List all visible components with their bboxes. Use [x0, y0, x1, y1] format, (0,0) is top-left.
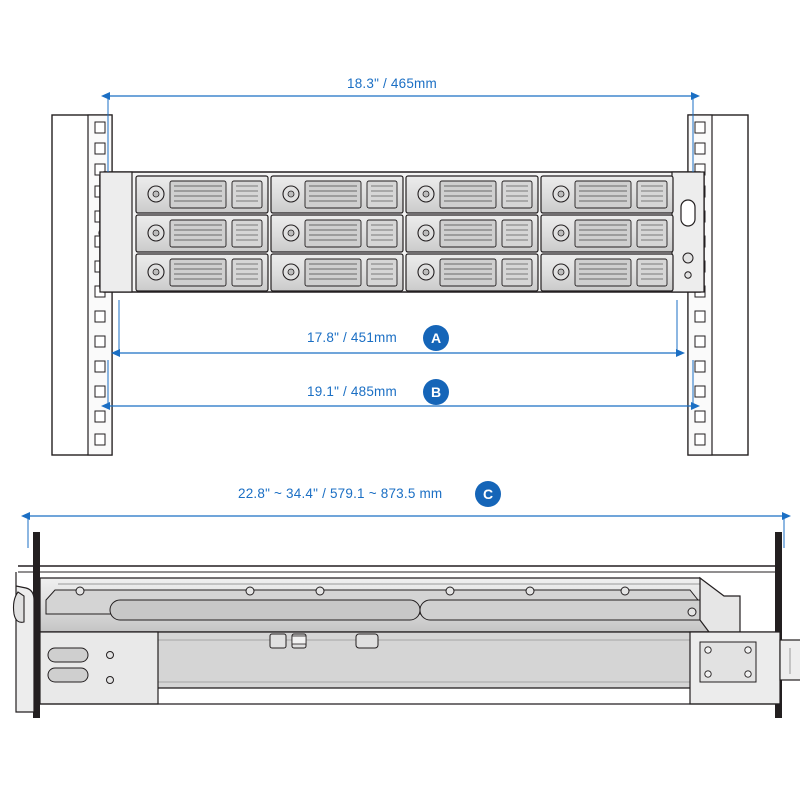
dimension-label-width-top: 18.3" / 465mm: [347, 76, 437, 91]
dimension-badge-c: C: [482, 486, 494, 502]
dimension-badge-b: B: [430, 384, 442, 400]
dimension-b: [108, 360, 693, 409]
side-view: [14, 532, 800, 718]
dimension-label-a: 17.8" / 451mm: [307, 330, 397, 345]
drive-tray: [541, 215, 673, 252]
drive-tray: [406, 176, 538, 213]
dimension-label-b: 19.1" / 485mm: [307, 384, 397, 399]
drive-tray: [271, 254, 403, 291]
dimension-a: [119, 300, 677, 356]
side-left-bracket: [14, 572, 35, 712]
dimension-label-c: 22.8" ~ 34.4" / 579.1 ~ 873.5 mm: [238, 486, 443, 501]
dimension-lines: [28, 96, 784, 548]
drive-tray: [541, 176, 673, 213]
side-rail-inner: [34, 632, 800, 712]
dimension-badge-a: A: [430, 330, 442, 346]
side-rail-outer: [40, 578, 740, 636]
front-view: [52, 115, 748, 455]
drive-tray: [406, 254, 538, 291]
drive-tray: [541, 254, 673, 291]
drive-tray: [271, 215, 403, 252]
drive-tray: [406, 215, 538, 252]
drive-tray: [136, 176, 268, 213]
drive-tray: [136, 254, 268, 291]
drive-tray: [271, 176, 403, 213]
drive-tray: [136, 215, 268, 252]
